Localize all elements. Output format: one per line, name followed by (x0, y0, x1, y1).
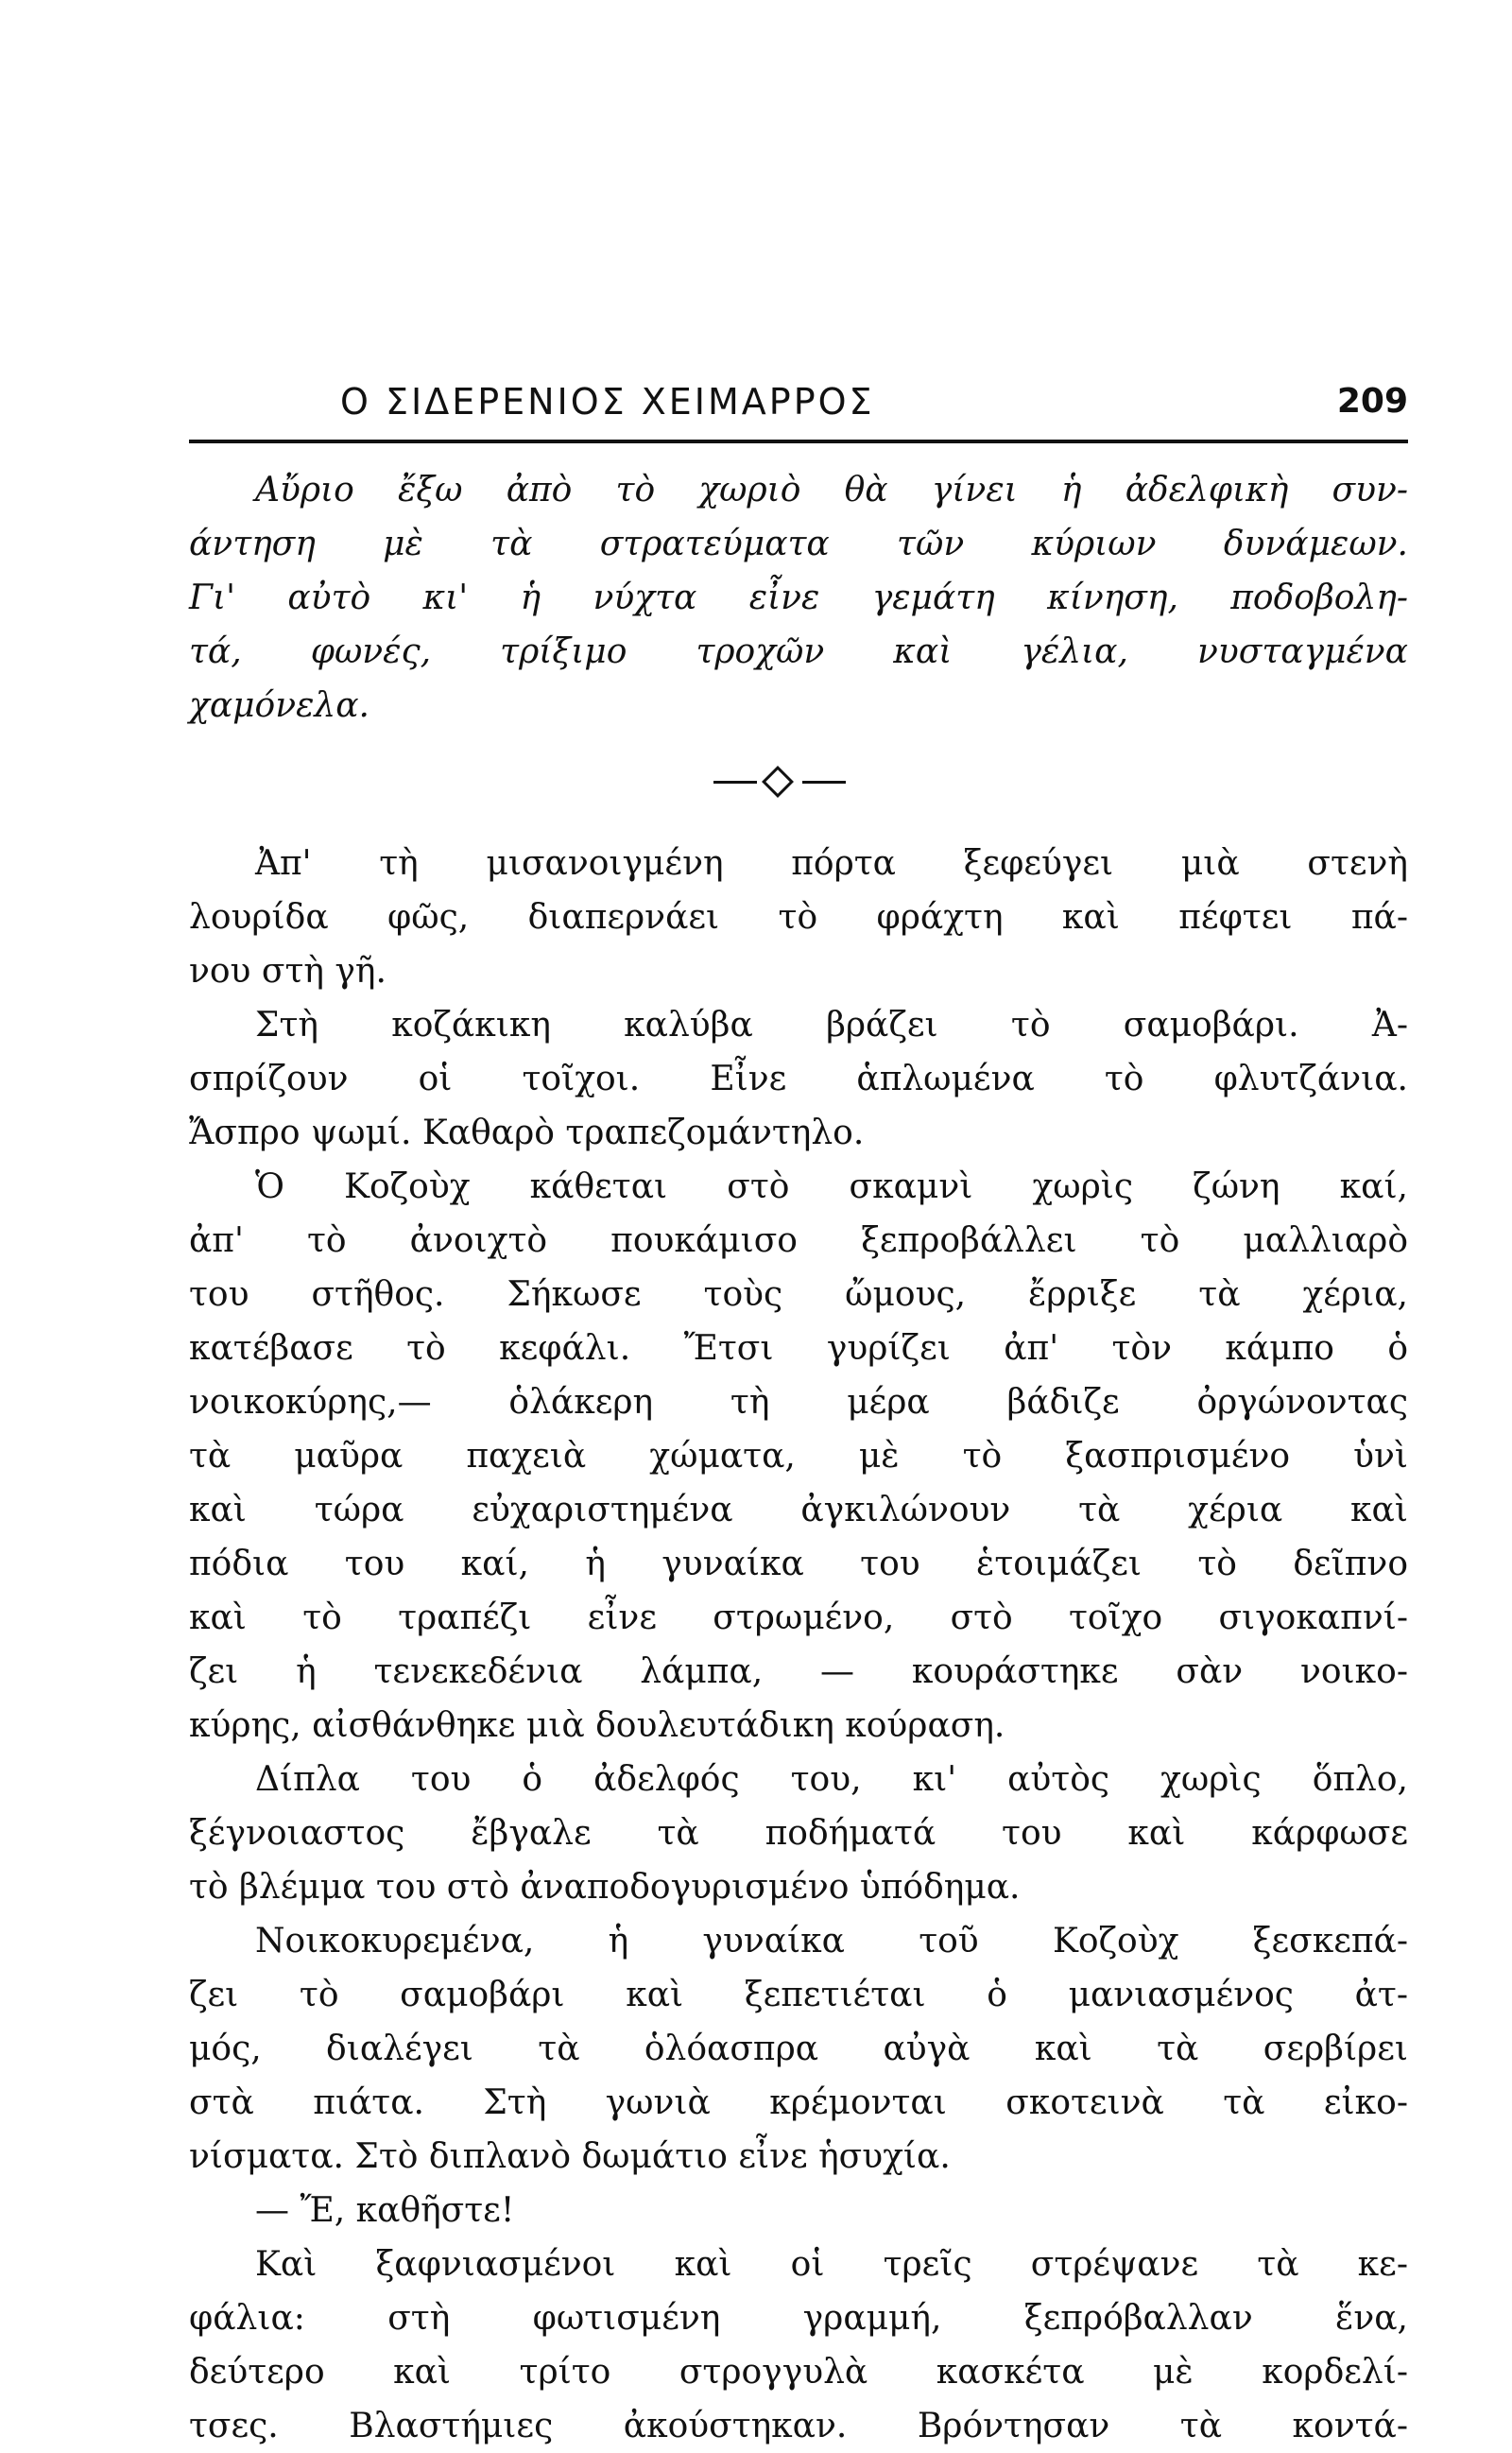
text-line: Νοικοκυρεμένα, ἡ γυναίκα τοῦ Κοζοὺχ ξεσκεπά- (255, 1922, 1408, 1961)
text-line: χαμόνελα. (189, 686, 369, 725)
text-line: Αὔριο ἔξω ἀπὸ τὸ χωριὸ θὰ γίνει ἡ ἀδελφικὴ συν- (255, 471, 1408, 510)
paragraph-dialogue (189, 2184, 1408, 2237)
text-line: Δίπλα του ὁ ἀδελφός του, κι' αὐτὸς χωρὶς ὅπλο, (255, 1760, 1408, 1799)
text-line: μός, διαλέγει τὰ ὁλόασπρα αὐγὰ καὶ τὰ σερβίρει (189, 2030, 1408, 2068)
text-line: φάλια: στὴ φωτισμένη γραμμή, ξεπρόβαλλαν ἕνα, (189, 2299, 1408, 2338)
text-line: Ὁ Κοζοὺχ κάθεται στὸ σκαμνὶ χωρὶς ζώνη καί, (255, 1167, 1408, 1206)
text-line: ἀπ' τὸ ἀνοιχτὸ πουκάμισο ξεπροβάλλει τὸ μαλλιαρὸ (189, 1221, 1408, 1260)
text-line: Ἀπ' τὴ μισανοιγμένη πόρτα ξεφεύγει μιὰ στενὴ (255, 844, 1408, 883)
text-line: πόδια του καί, ἡ γυναίκα του ἑτοιμάζει τὸ δεῖπνο (189, 1545, 1408, 1583)
text-line: τσες. Βλαστήμιες ἀκούστηκαν. Βρόντησαν τὰ κοντά- (189, 2407, 1408, 2445)
text-line: ξέγνοιαστος ἔβγαλε τὰ ποδήματά του καὶ κάρφωσε (189, 1814, 1408, 1853)
text-line: άντηση μὲ τὰ στρατεύματα τῶν κύριων δυνάμεων. (189, 525, 1408, 563)
text-line: δεύτερο καὶ τρίτο στρογγυλὰ κασκέτα μὲ κορδελί- (189, 2353, 1408, 2392)
text-line: καὶ τώρα εὐχαριστημένα ἀγκιλώνουν τὰ χέρια καὶ (189, 1491, 1408, 1529)
text-line: σπρίζουν οἱ τοῖχοι. Εἶνε ἁπλωμένα τὸ φλυτζάνια. (189, 1060, 1408, 1098)
text-line: Γι' αὐτὸ κι' ἡ νύχτα εἶνε γεμάτη κίνηση, ποδοβολη- (189, 579, 1408, 617)
text-line: στὰ πιάτα. Στὴ γωνιὰ κρέμονται σκοτεινὰ τὰ εἰκο- (189, 2083, 1408, 2122)
paragraph (189, 1914, 1408, 2184)
section-divider (189, 733, 1408, 837)
text-line: ζει τὸ σαμοβάρι καὶ ξεπετιέται ὁ μανιασμένος ἀτ- (189, 1976, 1408, 2014)
paragraph (189, 1753, 1408, 1914)
text-line: τὰ μαῦρα παχειὰ χώματα, μὲ τὸ ξασπρισμένο ὑνὶ (189, 1437, 1408, 1476)
paragraph (189, 837, 1408, 998)
paragraph (189, 998, 1408, 1160)
running-head (189, 373, 1408, 430)
header-rule (189, 440, 1408, 443)
text-line: ζει ἡ τενεκεδένια λάμπα, — κουράστηκε σὰν νοικο- (189, 1652, 1408, 1691)
text-line: νίσματα. Στὸ διπλανὸ δωμάτιο εἶνε ἡσυχία. (189, 2137, 951, 2176)
text-line: — Ἔ, καθῆστε! (255, 2191, 515, 2230)
text-line: κατέβασε τὸ κεφάλι. Ἔτσι γυρίζει ἀπ' τὸν κάμπο ὁ (189, 1329, 1408, 1368)
text-line: λουρίδα φῶς, διαπερνάει τὸ φράχτη καὶ πέφτει πά- (189, 898, 1408, 937)
text-line: Ἄσπρο ψωμί. Καθαρὸ τραπεζομάντηλο. (189, 1114, 865, 1152)
text-line: νου στὴ γῆ. (189, 952, 387, 991)
page-number: 209 (1336, 382, 1408, 421)
paragraph (189, 1160, 1408, 1753)
text-line: Στὴ κοζάκικη καλύβα βράζει τὸ σαμοβάρι. Ἀ- (255, 1006, 1408, 1045)
ornament-icon (713, 769, 846, 797)
text-line: καὶ τὸ τραπέζι εἶνε στρωμένο, στὸ τοῖχο σιγοκαπνί- (189, 1598, 1408, 1637)
text-line: νοικοκύρης,— ὁλάκερη τὴ μέρα βάδιζε ὀργώνοντας (189, 1383, 1408, 1422)
text-line: τὸ βλέμμα του στὸ ἀναποδογυρισμένο ὑπόδημα. (189, 1868, 1021, 1907)
body-text (189, 463, 1408, 2453)
text-line: του στῆθος. Σήκωσε τοὺς ὤμους, ἔρριξε τὰ χέρια, (189, 1275, 1408, 1314)
text-line: κύρης, αἰσθάνθηκε μιὰ δουλευτάδικη κούραση. (189, 1706, 1005, 1745)
running-title: Ο ΣΙΔΕΡΕΝΙΟΣ ΧΕΙΜΑΡΡΟΣ (340, 381, 875, 423)
paragraph (189, 2237, 1408, 2453)
text-line: Καὶ ξαφνιασμένοι καὶ οἱ τρεῖς στρέψανε τὰ κε- (255, 2245, 1408, 2284)
text-line: τά, φωνές, τρίξιμο τροχῶν καὶ γέλια, νυσταγμένα (189, 632, 1408, 671)
paragraph-italic (189, 463, 1408, 733)
